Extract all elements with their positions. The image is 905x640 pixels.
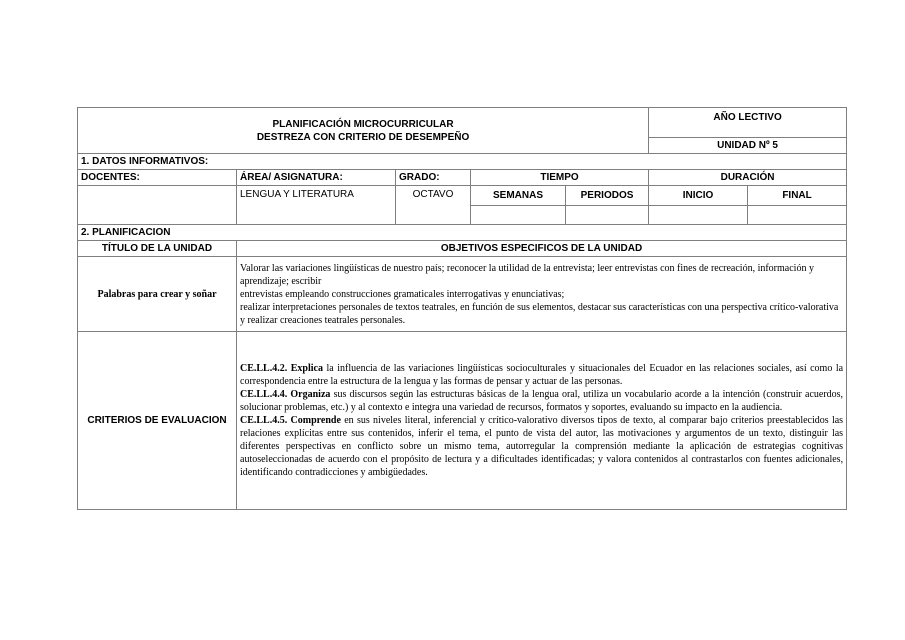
planning-table	[77, 107, 847, 510]
area-label: ÁREA/ ASIGNATURA:	[237, 170, 396, 186]
objetivos-text	[237, 257, 847, 332]
semanas-value	[471, 206, 566, 225]
inicio-label: INICIO	[649, 186, 748, 206]
objetivo-item: Valorar las variaciones lingüísticas de nuestro país; reconocer la utilidad de la entrevista; leer entrevistas con fines de recreación, información y aprendizaje; escribir	[240, 262, 814, 287]
final-label: FINAL	[748, 186, 847, 206]
tiempo-label: TIEMPO	[471, 170, 649, 186]
criterio-code: CE.LL.4.4.	[240, 389, 288, 400]
criterio-item	[240, 388, 843, 414]
planificacion-heading: 2. PLANIFICACION	[78, 225, 847, 241]
criterio-verb: Explica	[290, 363, 323, 374]
duracion-label: DURACIÓN	[649, 170, 847, 186]
semanas-label: SEMANAS	[471, 186, 566, 206]
area-value: LENGUA Y LITERATURA	[237, 186, 396, 225]
final-value	[748, 206, 847, 225]
docentes-label: DOCENTES:	[78, 170, 237, 186]
criterio-code: CE.LL.4.5.	[240, 415, 288, 426]
titulo-unidad-label: TÍTULO DE LA UNIDAD	[78, 241, 237, 257]
periodos-value	[566, 206, 649, 225]
grado-value: OCTAVO	[396, 186, 471, 225]
unidad-titulo-value: Palabras para crear y soñar	[78, 257, 237, 332]
criterio-body: sus discursos según las estructuras básicas de la lengua oral, utiliza un vocabulario acorde a la intención (construir acuerdos, solucionar problemas, etc.) y al contexto e integra una variedad de recursos, formatos y soportes, evaluando su impacto en la audiencia.	[240, 389, 844, 413]
grado-label: GRADO:	[396, 170, 471, 186]
criterios-text	[237, 332, 847, 510]
title-line-1: PLANIFICACIÓN MICROCURRICULAR	[272, 118, 454, 130]
criterio-item	[240, 414, 843, 479]
criterio-item	[240, 362, 843, 388]
anio-lectivo-label: AÑO LECTIVO	[649, 108, 847, 138]
docentes-value	[78, 186, 237, 225]
criterio-verb: Comprende	[290, 415, 341, 426]
criterios-label: CRITERIOS DE EVALUACION	[78, 332, 237, 510]
criterio-body: la influencia de las variaciones lingüísticas socioculturales y situacionales del Ecuador en las relaciones sociales, así como la correspondencia entre la estructura de la lengua y las formas de pensar y actuar de las personas.	[240, 363, 844, 387]
unidad-label: UNIDAD Nº 5	[649, 138, 847, 154]
document-title	[78, 108, 649, 154]
criterio-body: en sus niveles literal, inferencial y crítico-valorativo diversos tipos de texto, al comparar bajo criterios preestablecidos las relaciones explícitas entre sus contenidos, inferir el tema, el punto de vista del autor, las motivaciones y argumentos de un texto, distinguir las diferentes perspectivas en conflicto sobre un mismo tema, autorregular la comprensión mediante la aplicación de estrategias cognitivas autoseleccionadas de acuerdo con el propósito de lectura y a dificultades identificadas; y valora contenidos al contrastarlos con fuentes adicionales, identificando contradicciones y ambigüedades.	[240, 415, 844, 478]
objetivo-item: entrevistas empleando construcciones gramaticales interrogativas y enunciativas;	[240, 288, 565, 300]
objetivos-label: OBJETIVOS ESPECIFICOS DE LA UNIDAD	[237, 241, 847, 257]
periodos-label: PERIODOS	[566, 186, 649, 206]
datos-informativos-heading: 1. DATOS INFORMATIVOS:	[78, 154, 847, 170]
criterio-verb: Organiza	[290, 389, 331, 400]
criterio-code: CE.LL.4.2.	[240, 363, 288, 374]
inicio-value	[649, 206, 748, 225]
objetivo-item: realizar interpretaciones personales de textos teatrales, en función de sus elementos, destacar sus características con una perspectiva crítico-valorativa y realizar creaciones teatrales personales.	[240, 301, 839, 326]
title-line-2: DESTREZA CON CRITERIO DE DESEMPEÑO	[256, 131, 470, 143]
